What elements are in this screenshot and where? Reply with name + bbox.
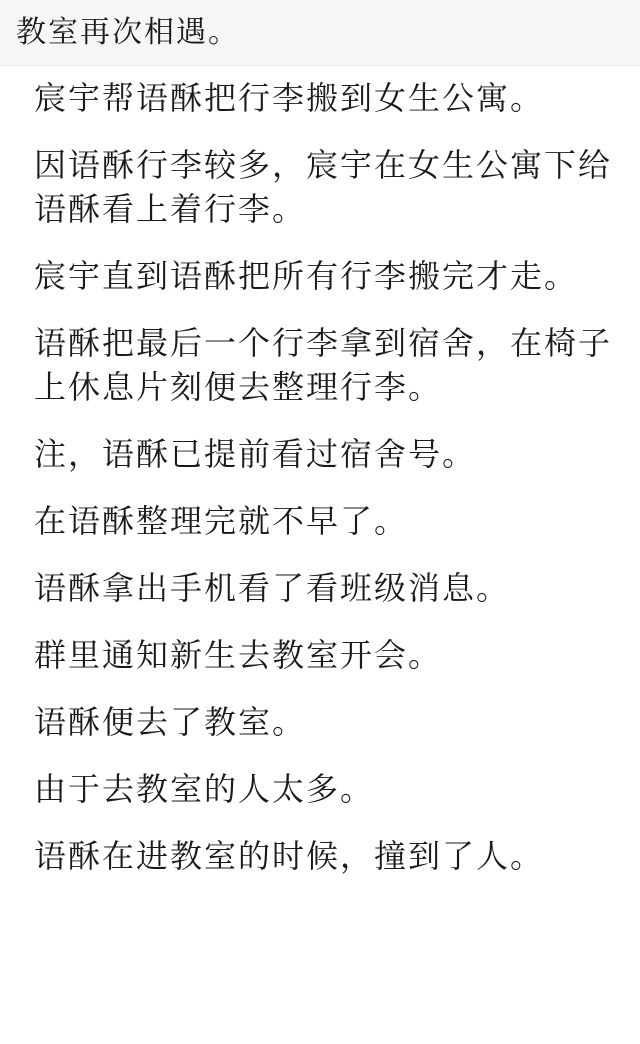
story-paragraph: 语酥在进教室的时候，撞到了人。 xyxy=(34,837,545,875)
story-paragraph: 宸宇帮语酥把行李搬到女生公寓。 xyxy=(34,79,545,117)
story-paragraph: 语酥便去了教室。 xyxy=(34,703,307,741)
story-paragraph: 在语酥整理完就不早了。 xyxy=(34,502,409,540)
page-title: 教室再次相遇。 xyxy=(16,15,240,50)
story-paragraph: 语酥拿出手机看了看班级消息。 xyxy=(34,569,511,607)
story-paragraph: 语酥把最后一个行李拿到宿舍，在椅子上休息片刻便去整理行李。 xyxy=(34,324,613,406)
story-paragraph: 因语酥行李较多，宸宇在女生公寓下给语酥看上着行李。 xyxy=(34,146,613,228)
story-paragraph: 由于去教室的人太多。 xyxy=(34,770,375,808)
story-body xyxy=(0,66,640,878)
header-bar xyxy=(0,0,640,66)
story-paragraph: 宸宇直到语酥把所有行李搬完才走。 xyxy=(34,257,579,295)
story-paragraph: 群里通知新生去教室开会。 xyxy=(34,636,443,674)
story-paragraph: 注，语酥已提前看过宿舍号。 xyxy=(34,435,477,473)
